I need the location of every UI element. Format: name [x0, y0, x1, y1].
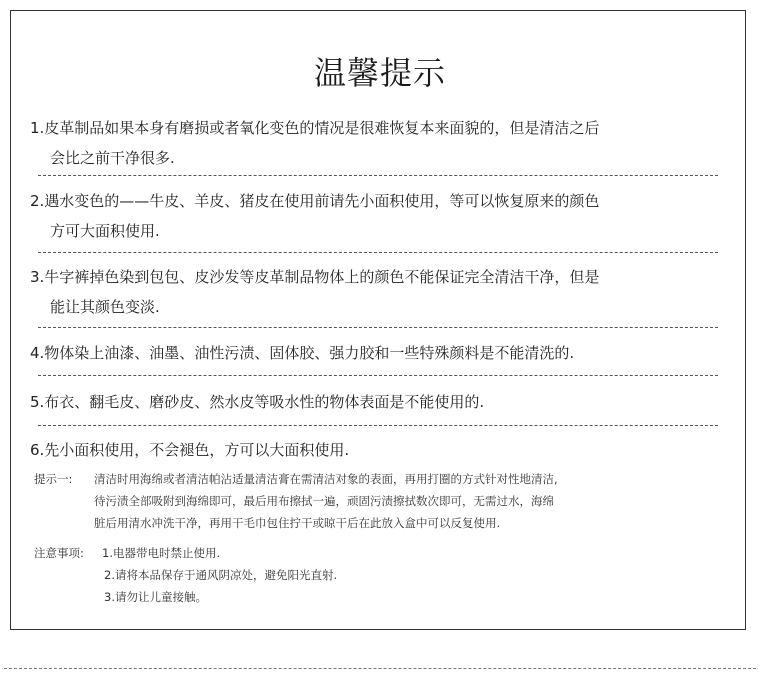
item-text-cont: 方可大面积使用.	[50, 222, 160, 240]
caution-line: 2.请将本品保存于通风阴凉处，避免阳光直射.	[104, 568, 338, 582]
caution-line: 1.电器带电时禁止使用.	[102, 546, 221, 560]
list-item	[30, 338, 720, 368]
tip-block	[34, 468, 558, 534]
caution-line: 3.请勿让儿童接触。	[104, 590, 207, 604]
tip-line: 待污渍全部吸附到海绵即可，最后用布擦拭一遍，顽固污渍擦拭数次即可，无需过水，海绵	[94, 494, 554, 508]
tip-line: 清洁时用海绵或者清洁帕沾适量清洁膏在需清洁对象的表面，再用打圈的方式针对性地清洁,	[94, 472, 558, 486]
list-item	[30, 186, 720, 246]
item-text: 1.皮革制品如果本身有磨损或者氧化变色的情况是很难恢复本来面貌的，但是清洁之后	[30, 119, 600, 137]
list-item	[30, 113, 720, 173]
item-text-cont: 会比之前干净很多.	[50, 149, 175, 167]
item-text: 6.先小面积使用，不会褪色，方可以大面积使用.	[30, 441, 350, 459]
divider	[38, 375, 718, 376]
list-item	[30, 435, 720, 465]
list-item	[30, 387, 720, 417]
divider	[38, 425, 718, 426]
item-text: 4.物体染上油漆、油墨、油性污渍、固体胶、强力胶和一些特殊颜料是不能清洗的.	[30, 344, 575, 362]
page-title: 温馨提示	[313, 54, 446, 92]
caution-label: 注意事项:	[34, 546, 84, 560]
item-text: 3.牛字裤掉色染到包包、皮沙发等皮革制品物体上的颜色不能保证完全清洁干净，但是	[30, 268, 600, 286]
divider	[38, 175, 718, 176]
tip-line: 脏后用清水冲洗干净，再用干毛巾包住拧干或晾干后在此放入盒中可以反复使用.	[94, 516, 501, 530]
item-text-cont: 能让其颜色变淡.	[50, 298, 160, 316]
divider	[38, 327, 718, 328]
divider	[38, 252, 718, 253]
item-text: 5.布衣、翻毛皮、磨砂皮、然水皮等吸水性的物体表面是不能使用的.	[30, 393, 485, 411]
list-item	[30, 262, 720, 322]
item-text: 2.遇水变色的——牛皮、羊皮、猪皮在使用前请先小面积使用，等可以恢复原来的颜色	[30, 192, 600, 210]
tip-label: 提示一:	[34, 472, 73, 486]
caution-block	[34, 542, 337, 608]
bottom-divider	[4, 668, 756, 669]
